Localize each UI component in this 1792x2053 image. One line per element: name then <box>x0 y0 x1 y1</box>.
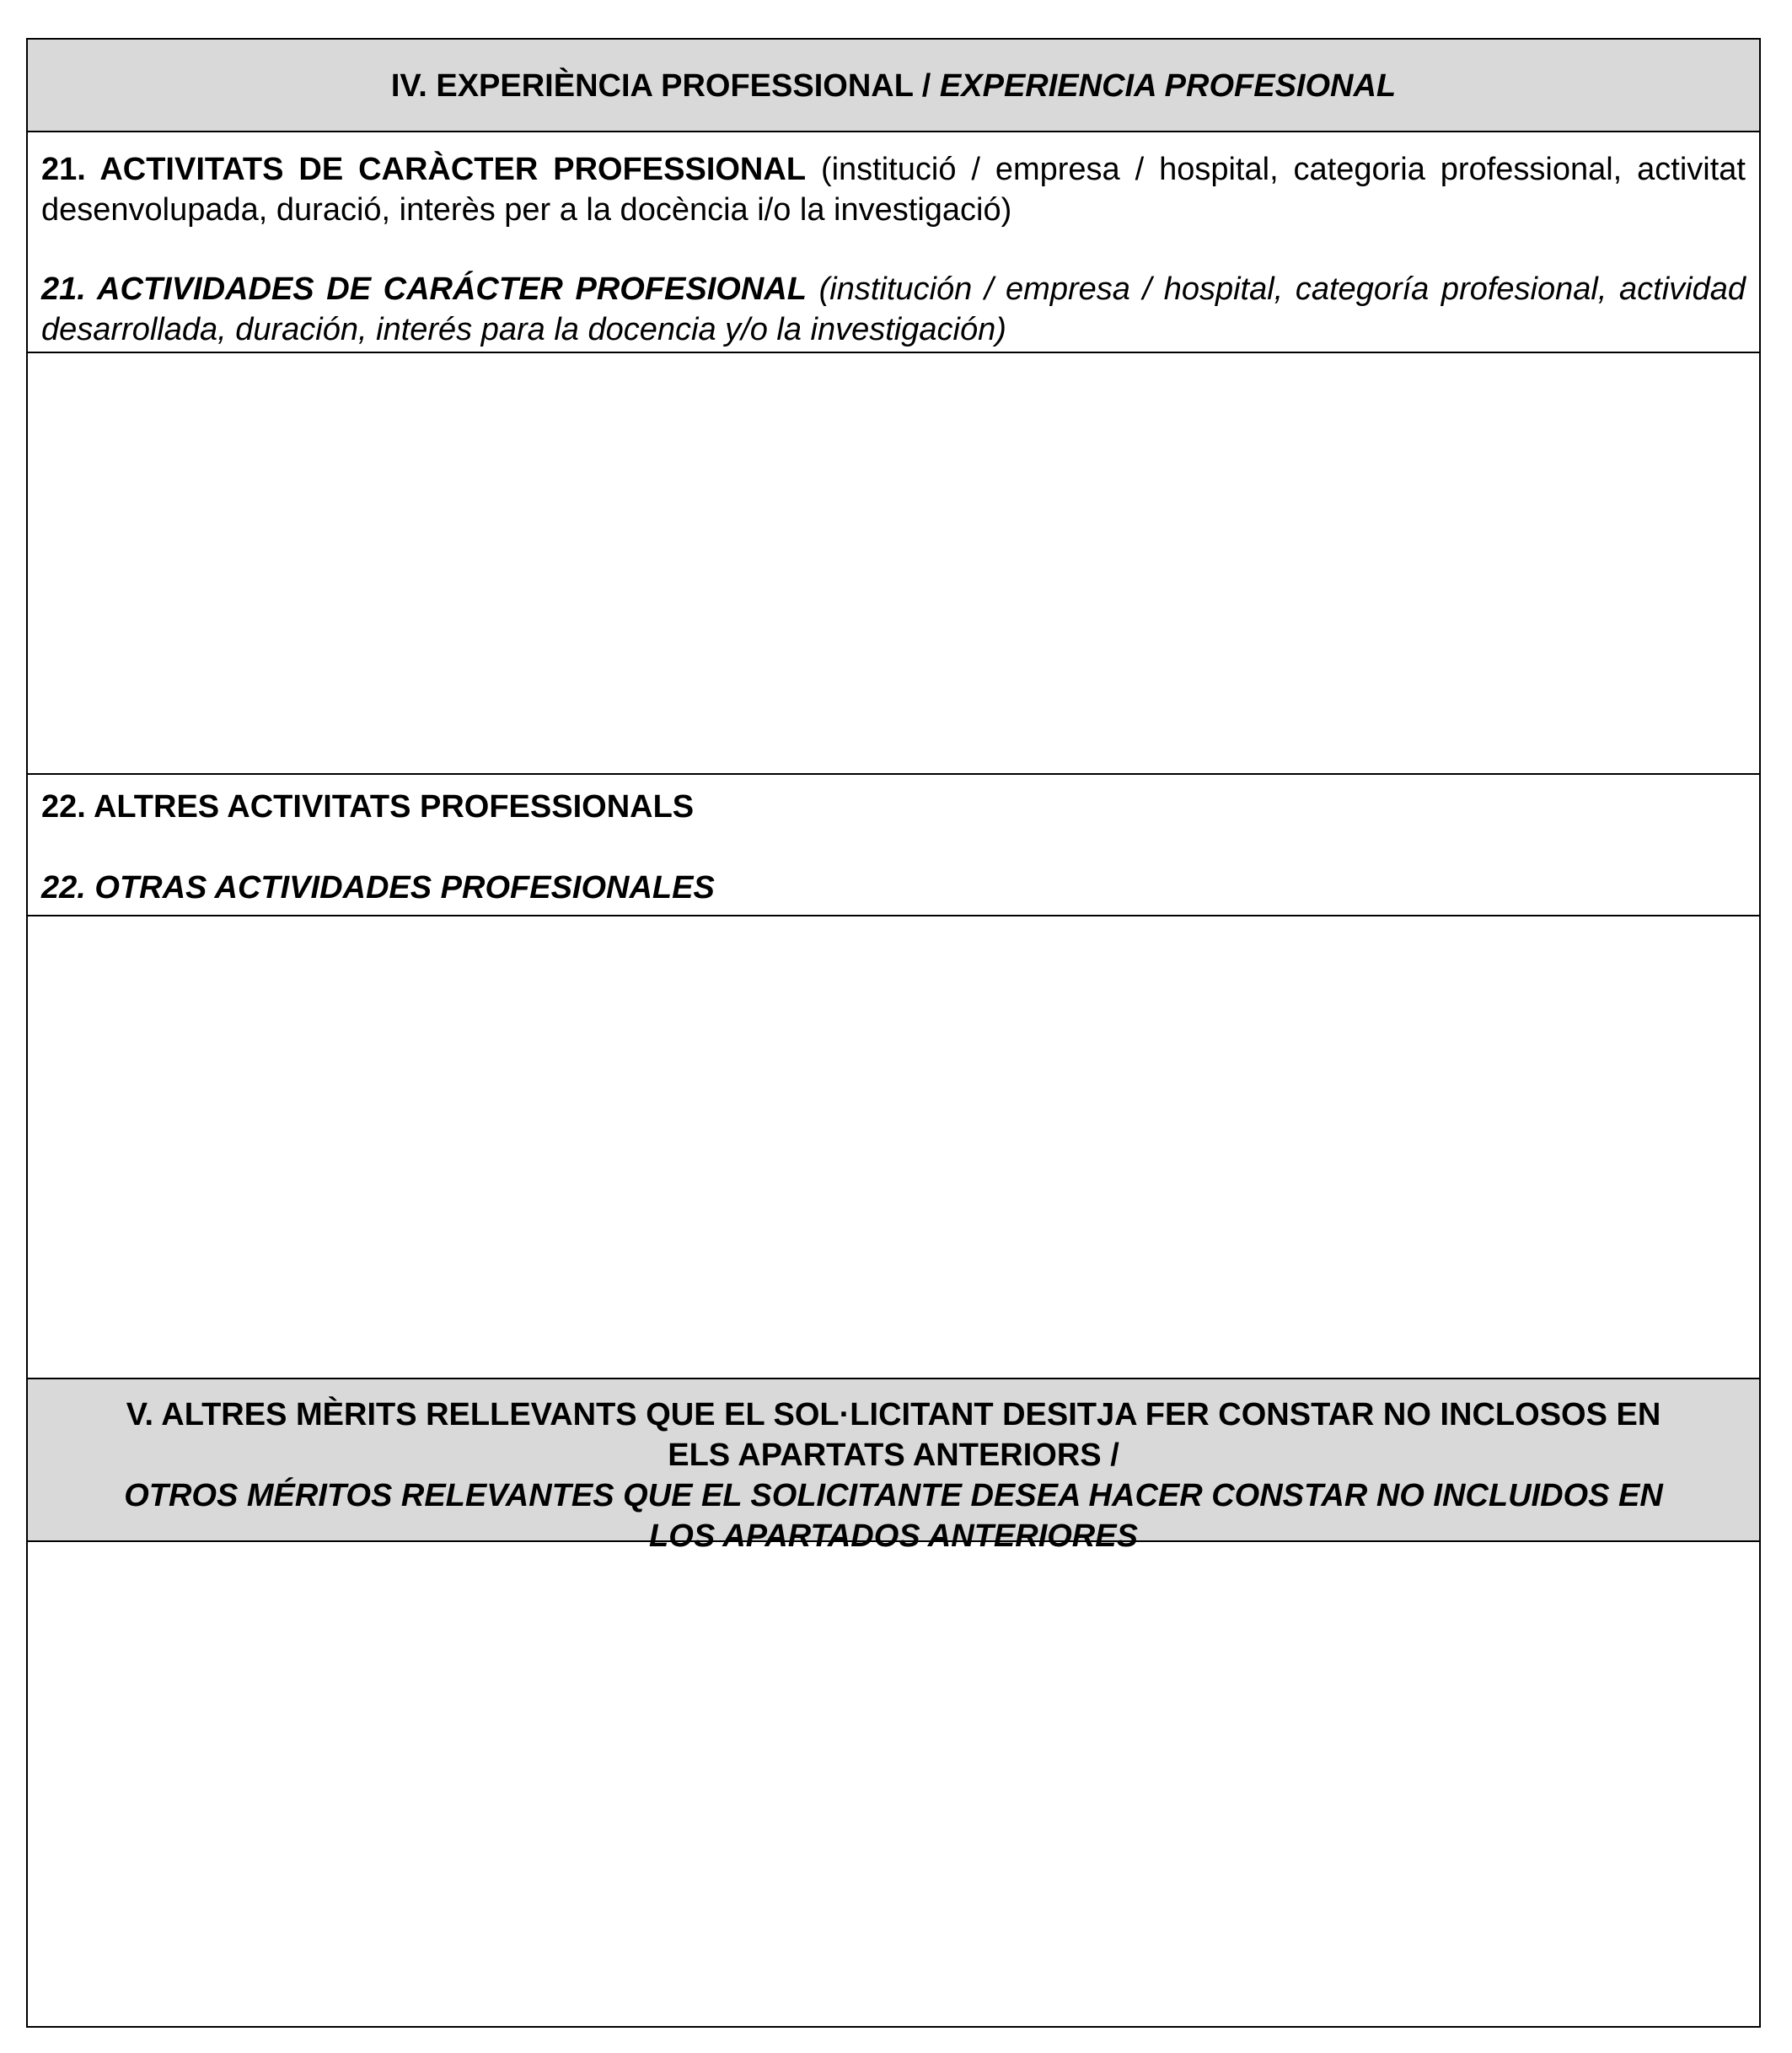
item-22-answer-field[interactable] <box>28 916 1759 1379</box>
item-21-label-ca <box>41 149 1746 230</box>
section-iv-title-es: EXPERIENCIA PROFESIONAL <box>939 68 1397 104</box>
section-iv-header <box>28 40 1759 132</box>
section-v-title-es-line1: OTROS MÉRITOS RELEVANTES QUE EL SOLICITANTE DESEA HACER CONSTAR NO INCLUIDOS EN <box>124 1478 1663 1513</box>
section-v-title-ca-line1: V. ALTRES MÈRITS RELLEVANTS QUE EL SOL·LICITANT DESITJA FER CONSTAR NO INCLOSOS EN <box>126 1397 1661 1432</box>
item-21-desc-es: (institución / empresa / hospital, categoría profesional, actividad desarrollada, duración, interés para la docencia y/o la investigación) <box>41 271 1746 347</box>
item-21-answer-field[interactable] <box>28 353 1759 775</box>
section-iv-title-ca: IV. EXPERIÈNCIA PROFESSIONAL / <box>390 68 940 104</box>
section-v-header <box>28 1379 1759 1554</box>
professional-experience-form <box>26 38 1761 2028</box>
item-22-title-es: 22. OTRAS ACTIVIDADES PROFESIONALES <box>41 870 715 906</box>
item-21-label <box>28 132 1759 353</box>
item-22-title-ca: 22. ALTRES ACTIVITATS PROFESSIONALS <box>41 789 695 825</box>
section-v-title-es-line2: LOS APARTADOS ANTERIORES <box>649 1518 1138 1554</box>
item-22-label <box>28 775 1759 916</box>
item-21-label-es <box>41 269 1746 350</box>
item-21-title-ca: 21. ACTIVITATS DE CARÀCTER PROFESSIONAL <box>41 152 807 187</box>
item-21-title-es: 21. ACTIVIDADES DE CARÁCTER PROFESIONAL <box>41 271 807 307</box>
section-v-title-ca-line2: ELS APARTATS ANTERIORS / <box>668 1438 1119 1473</box>
section-v-answer-field[interactable] <box>28 1542 1759 2026</box>
item-21-desc-ca: (institució / empresa / hospital, categoria professional, activitat desenvolupada, duració, interès per a la docència i/o la investigació) <box>41 152 1746 228</box>
